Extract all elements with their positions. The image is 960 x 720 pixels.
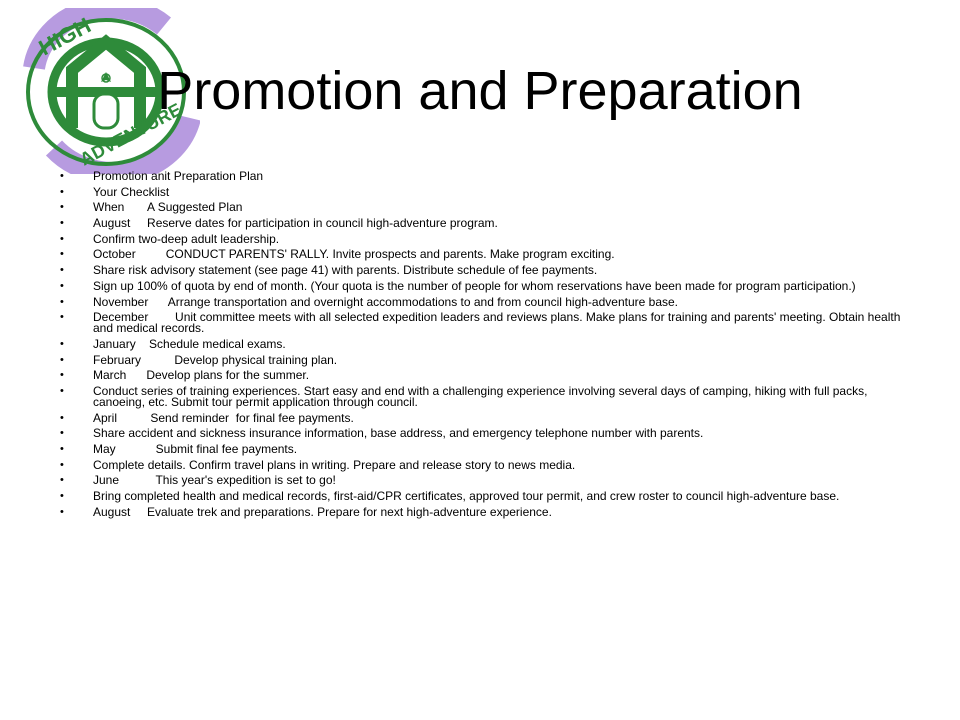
list-item-text: December Unit committee meets with all selected expedition leaders and reviews plans. Make plans for training and parents' meeting. Obtain health and medical records. xyxy=(93,310,904,336)
list-item-text: April Send reminder for final fee payments. xyxy=(93,410,354,425)
list-item xyxy=(60,491,910,502)
list-item-text: Share accident and sickness insurance information, base address, and emergency telephone number with parents. xyxy=(93,426,704,441)
list-item xyxy=(60,383,910,409)
list-item xyxy=(60,171,910,182)
list-item-text: August Evaluate trek and preparations. Prepare for next high-adventure experience. xyxy=(93,504,552,519)
list-item xyxy=(60,444,910,455)
list-item xyxy=(60,249,910,260)
list-item xyxy=(60,370,910,381)
list-item-text: Confirm two-deep adult leadership. xyxy=(93,231,280,246)
list-item-text: Promotion anit Preparation Plan xyxy=(93,169,264,183)
logo-text-top: HIGH xyxy=(34,12,95,61)
list-item xyxy=(60,475,910,486)
logo-text-bottom: ADVENTURE xyxy=(76,99,185,170)
list-item xyxy=(60,410,910,425)
list-item-text: Complete details. Confirm travel plans in writing. Prepare and release story to news media. xyxy=(93,457,576,472)
list-item xyxy=(60,202,910,213)
list-item-text: August Reserve dates for participation in council high-adventure program. xyxy=(93,216,498,231)
list-item-text: June This year's expedition is set to go! xyxy=(93,473,336,488)
bullet-list xyxy=(60,171,910,522)
list-item-text: November Arrange transportation and overnight accommodations to and from council high-adventure base. xyxy=(93,294,678,309)
page-title: Promotion and Preparation xyxy=(157,61,803,121)
list-item-text: Bring completed health and medical records, first-aid/CPR certificates, approved tour permit, and crew roster to council high-adventure base. xyxy=(93,489,840,504)
list-item-text: February Develop physical training plan. xyxy=(93,352,338,367)
list-item xyxy=(60,218,910,229)
list-item xyxy=(60,231,910,246)
list-item-text: October CONDUCT PARENTS' RALLY. Invite prospects and parents. Make program exciting. xyxy=(93,247,615,262)
list-item xyxy=(60,336,910,351)
list-item-text: March Develop plans for the summer. xyxy=(93,368,310,383)
list-item-text: January Schedule medical exams. xyxy=(93,336,286,351)
list-item xyxy=(60,428,910,439)
list-item-text: May Submit final fee payments. xyxy=(93,442,298,456)
list-item xyxy=(60,312,910,334)
list-item xyxy=(60,504,910,519)
list-item xyxy=(60,184,910,199)
list-item xyxy=(60,294,910,309)
list-item xyxy=(60,457,910,472)
list-item xyxy=(60,265,910,276)
list-item-text: Share risk advisory statement (see page 41) with parents. Distribute schedule of fee payments. xyxy=(93,263,598,278)
list-item xyxy=(60,278,910,293)
list-item-text: Your Checklist xyxy=(93,184,170,199)
list-item xyxy=(60,352,910,367)
list-item-text: Conduct series of training experiences. Start easy and end with a challenging experience involving several days of camping, hiking with full packs, canoeing, etc. Submit tour permit application through council. xyxy=(93,383,871,409)
list-item-text: Sign up 100% of quota by end of month. (Your quota is the number of people for whom reservations have been made for program participation.) xyxy=(93,278,856,293)
list-item-text: When A Suggested Plan xyxy=(93,200,243,215)
